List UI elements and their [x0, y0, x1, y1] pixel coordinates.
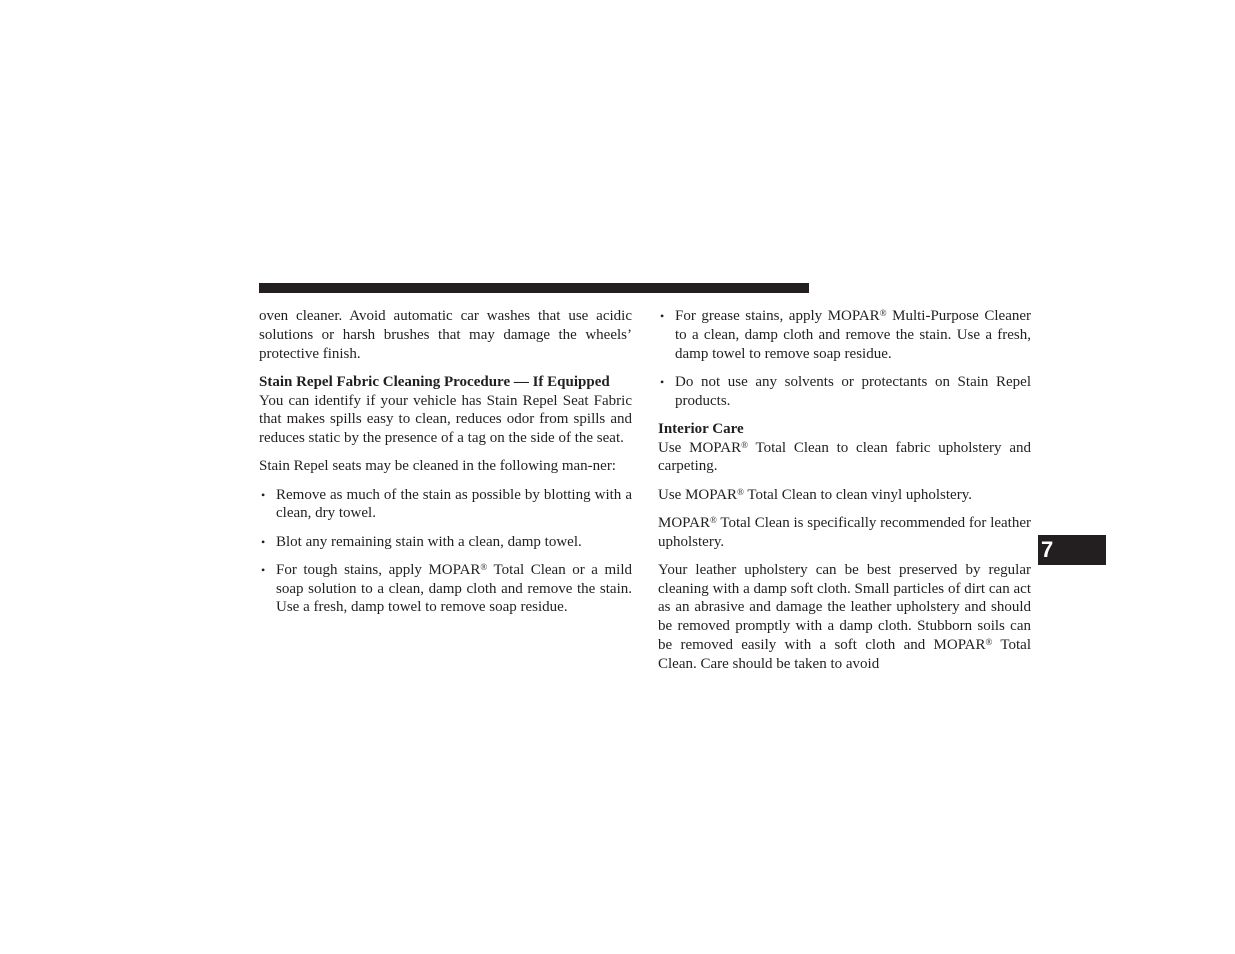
leather-rec-text-start: MOPAR — [658, 514, 710, 531]
chapter-number: 7 — [1041, 537, 1054, 562]
leather-rec-text-end: Total Clean is specifically recommended for leather upholstery. — [658, 514, 1031, 550]
list-item — [259, 561, 632, 617]
right-column — [658, 307, 1031, 683]
vinyl-text-start: Use MOPAR — [658, 486, 738, 503]
registered-mark: ® — [709, 514, 717, 525]
fabric-paragraph — [658, 439, 1031, 477]
fabric-text-start: Use MOPAR — [658, 439, 742, 456]
interior-care-heading: Interior Care — [658, 420, 744, 437]
left-column — [259, 307, 632, 627]
list-item: • Do not use any solvents or protectants on Stain Repel products. — [658, 373, 1031, 411]
grease-stains-text-end: Multi-Purpose Cleaner to a clean, damp cloth and remove the stain. Use a fresh, damp towel to remove soap residue. — [675, 308, 1032, 362]
leather-care-text-end: Total Clean. Care should be taken to avoid — [658, 636, 1032, 672]
manner-paragraph: Stain Repel seats may be cleaned in the following man-ner: — [259, 458, 616, 475]
registered-mark: ® — [879, 308, 887, 318]
registered-mark: ® — [737, 486, 744, 497]
leather-care-text-start: Your leather upholstery can be best preserved by regular cleaning with a damp soft cloth. Small particles of dirt can act as an abrasive and damage the leather upholstery and should be removed promptly with a damp cloth. Stubborn soils can be removed easily with a soft cloth and MOPAR — [658, 561, 1031, 653]
tough-stains-text-end: Total Clean or a mild soap solution to a clean, damp cloth and remove the stain. Use a fresh, damp towel to remove soap residue. — [276, 561, 632, 616]
list-item: • Blot any remaining stain with a clean, damp towel. — [259, 533, 632, 552]
stain-repel-paragraph: You can identify if your vehicle has Stain Repel Seat Fabric that makes spills easy to clean, reduces odor from spills and reduces static by the presence of a tag on the side of the seat. — [259, 392, 632, 447]
leather-recommendation-paragraph — [658, 514, 1031, 552]
intro-paragraph: oven cleaner. Avoid automatic car washes that use acidic solutions or harsh brushes that may damage the wheels’ protective finish. — [259, 308, 632, 362]
registered-mark: ® — [480, 561, 488, 572]
list-item — [658, 307, 1031, 363]
grease-stains-text-start: For grease stains, apply MOPAR — [675, 308, 880, 324]
list-item: • Remove as much of the stain as possible by blotting with a clean, dry towel. — [259, 486, 632, 524]
header-rule — [259, 283, 809, 293]
stain-repel-heading: Stain Repel Fabric Cleaning Procedure — If Equipped — [259, 373, 610, 390]
chapter-tab — [1038, 535, 1106, 565]
leather-care-paragraph — [658, 561, 1031, 674]
tough-stains-text-start: For tough stains, apply MOPAR — [276, 561, 481, 578]
vinyl-paragraph — [658, 486, 1031, 505]
registered-mark: ® — [741, 439, 748, 450]
cleaning-steps-list — [259, 486, 632, 618]
vinyl-text-end: Total Clean to clean vinyl upholstery. — [743, 486, 972, 503]
fabric-text-end: Total Clean to clean fabric upholstery and carpeting. — [658, 439, 1031, 475]
registered-mark: ® — [985, 636, 993, 647]
stain-repel-notes-list — [658, 307, 1031, 410]
